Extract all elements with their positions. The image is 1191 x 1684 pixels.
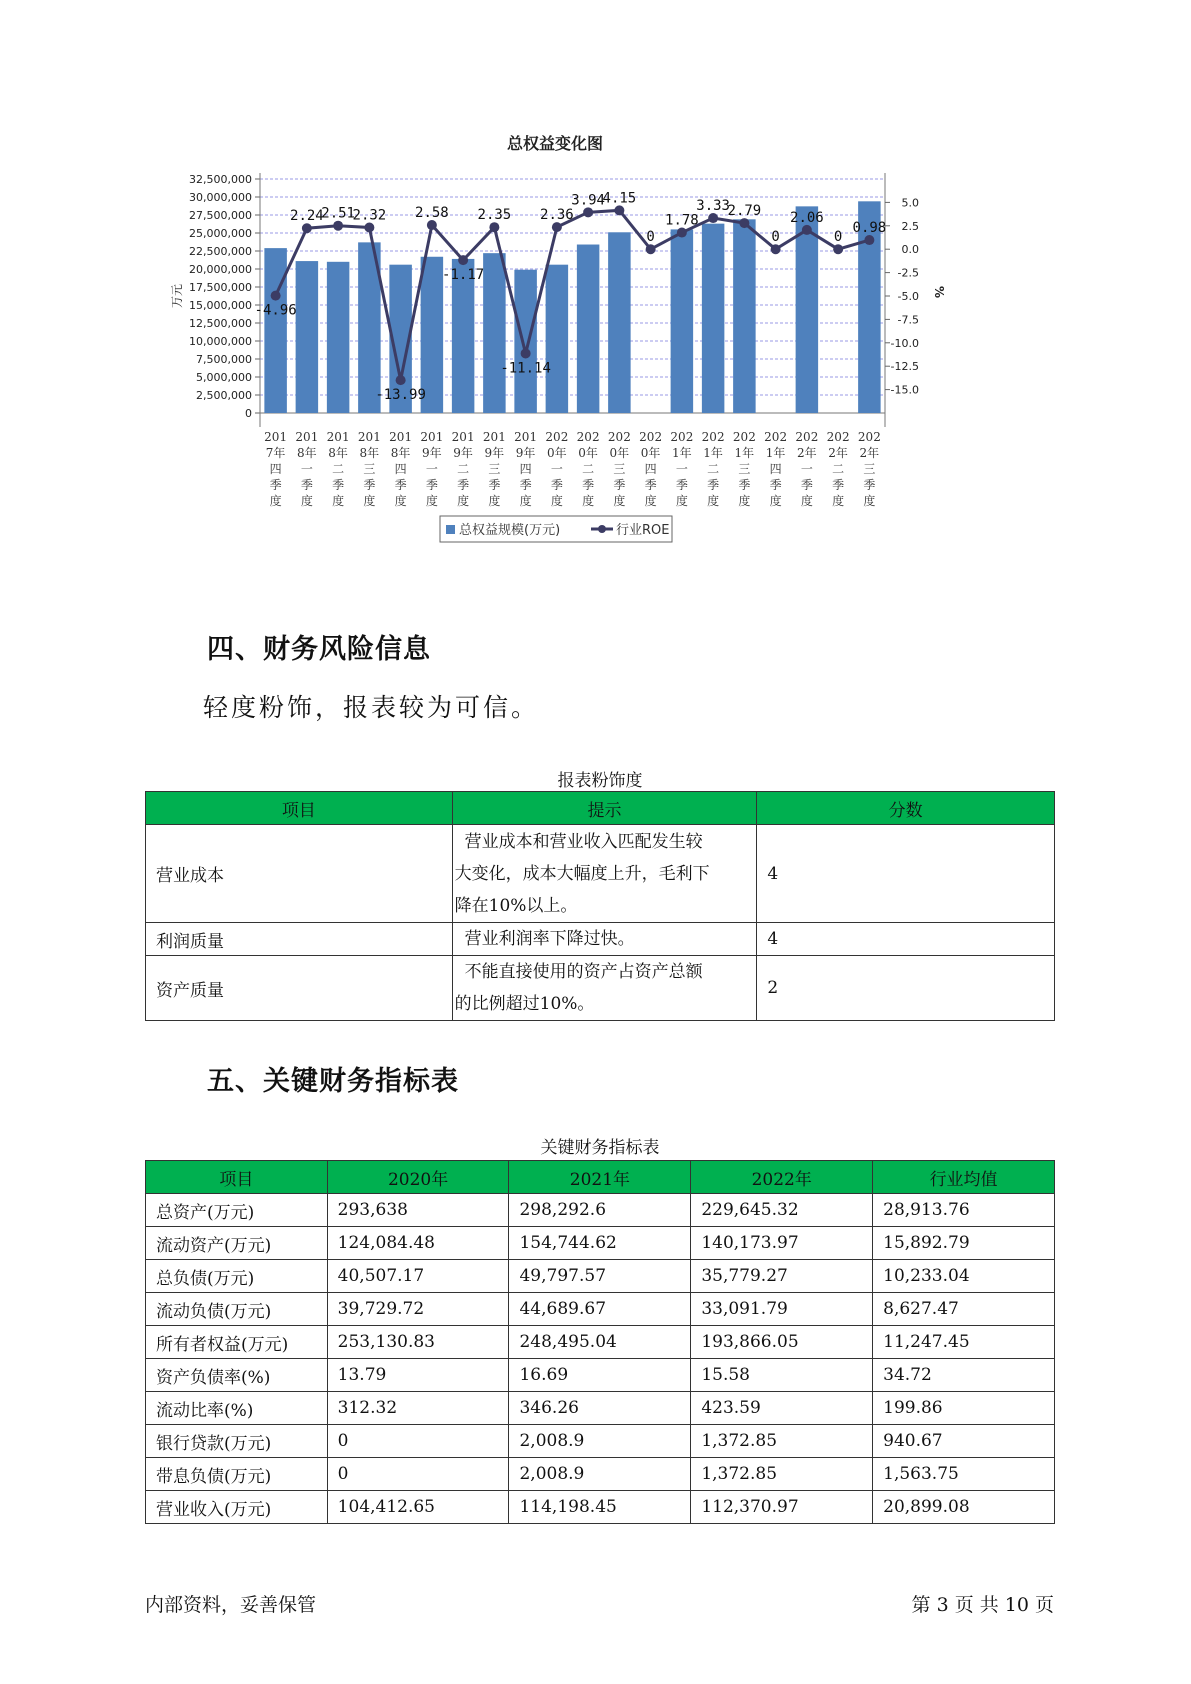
x-category-label: 201: [451, 430, 475, 444]
x-category-label: 季: [582, 478, 595, 492]
x-category-label: 度: [332, 494, 345, 508]
x-category-label: 二: [832, 462, 845, 476]
x-category-label: 2年: [859, 446, 880, 460]
kfi-2020: 124,084.48: [327, 1227, 509, 1260]
roe-point: [552, 222, 562, 232]
kfi-item: 所有者权益(万元): [146, 1326, 328, 1359]
table-row: [146, 923, 1055, 956]
kfi-2022: 15.58: [691, 1359, 873, 1392]
x-category-label: 8年: [328, 446, 348, 460]
roe-point: [583, 207, 593, 217]
table-row: [146, 956, 1055, 1021]
x-category-label: 二: [707, 462, 720, 476]
kfi-industry-avg: 20,899.08: [873, 1491, 1055, 1524]
y-left-tick-label: 17,500,000: [189, 281, 252, 294]
x-category-label: 202: [732, 430, 756, 444]
kfi-2021: 2,008.9: [509, 1425, 691, 1458]
kfi-2020: 293,638: [327, 1194, 509, 1227]
table-row: [146, 1458, 1055, 1491]
kfi-2021: 44,689.67: [509, 1293, 691, 1326]
kfi-item: 总资产(万元): [146, 1194, 328, 1227]
roe-data-label: 0: [833, 229, 843, 246]
kfi-2020: 40,507.17: [327, 1260, 509, 1293]
x-category-label: 季: [332, 478, 345, 492]
kfi-item: 营业收入(万元): [146, 1491, 328, 1524]
kfi-industry-avg: 15,892.79: [873, 1227, 1055, 1260]
roe-point: [396, 375, 406, 385]
kfi-item: 总负债(万元): [146, 1260, 328, 1293]
table-row: [146, 1227, 1055, 1260]
y-left-tick-label: 30,000,000: [189, 191, 252, 204]
table-row: [146, 1491, 1055, 1524]
roe-data-label: 0.98: [852, 220, 887, 237]
equity-bar: [702, 224, 725, 413]
x-category-label: 1年: [672, 446, 692, 460]
legend-label-bar: 总权益规模(万元): [459, 523, 561, 538]
x-category-label: 0年: [609, 446, 630, 460]
y-right-tick-label: -10.0: [890, 336, 919, 350]
x-category-label: 202: [545, 430, 569, 444]
roe-data-label: -4.96: [254, 302, 297, 319]
x-category-label: 季: [269, 478, 282, 492]
y-left-tick-label: 25,000,000: [189, 227, 252, 240]
x-category-label: 季: [457, 478, 470, 492]
y-left-tick-label: 10,000,000: [189, 335, 252, 348]
kfi-industry-avg: 28,913.76: [873, 1194, 1055, 1227]
x-category-label: 202: [764, 430, 788, 444]
x-category-label: 度: [269, 494, 282, 508]
y-left-tick-label: 27,500,000: [189, 209, 252, 222]
legend-label-line: 行业ROE: [616, 523, 670, 538]
x-category-label: 201: [326, 430, 350, 444]
x-category-label: 二: [332, 462, 345, 476]
kfi-industry-avg: 10,233.04: [873, 1260, 1055, 1293]
x-category-label: 度: [675, 494, 688, 508]
y-left-tick-label: 0: [245, 407, 252, 420]
x-category-label: 201: [514, 430, 538, 444]
kfi-industry-avg: 1,563.75: [873, 1458, 1055, 1491]
roe-point: [302, 223, 312, 233]
kfi-2021: 154,744.62: [509, 1227, 691, 1260]
table-row: [146, 1425, 1055, 1458]
y-right-tick-label: 0.0: [901, 243, 919, 257]
risk-header-score: 分数: [757, 792, 1055, 825]
kfi-2022: 140,173.97: [691, 1227, 873, 1260]
x-category-label: 季: [394, 478, 407, 492]
y-right-axis-label: %: [932, 285, 946, 299]
x-category-label: 季: [863, 478, 876, 492]
x-category-label: 季: [832, 478, 845, 492]
y-left-tick-label: 2,500,000: [196, 389, 252, 402]
x-category-label: 四: [394, 462, 407, 476]
x-category-label: 一: [675, 462, 688, 476]
x-category-label: 8年: [359, 446, 380, 460]
risk-hint-line: 营业利润率下降过快。: [464, 929, 635, 949]
x-category-label: 202: [607, 430, 631, 444]
x-category-label: 0年: [640, 446, 661, 460]
kfi-header-industry-avg: 行业均值: [873, 1161, 1055, 1194]
equity-bar: [296, 261, 319, 413]
roe-point: [427, 220, 437, 230]
equity-bar: [483, 253, 506, 413]
risk-hint-line: 营业成本和营业收入匹配发生较: [464, 831, 703, 852]
x-category-label: 度: [300, 494, 313, 508]
x-category-label: 201: [357, 430, 381, 444]
x-category-label: 四: [644, 462, 657, 476]
table-row: [146, 1194, 1055, 1227]
table-row: [146, 1293, 1055, 1326]
x-category-label: 四: [269, 462, 282, 476]
roe-data-label: -13.99: [375, 387, 426, 404]
risk-score: 2: [757, 956, 1055, 1021]
table-row: [146, 1260, 1055, 1293]
equity-bar: [577, 245, 600, 413]
kfi-2020: 312.32: [327, 1392, 509, 1425]
x-category-label: 季: [613, 478, 626, 492]
kfi-item: 银行贷款(万元): [146, 1425, 328, 1458]
x-category-label: 201: [482, 430, 506, 444]
risk-table: [145, 791, 1055, 1021]
roe-data-label: 2.79: [727, 203, 762, 220]
roe-point: [271, 291, 281, 301]
equity-bar: [546, 265, 569, 413]
roe-point: [489, 222, 499, 232]
x-category-label: 季: [519, 478, 532, 492]
roe-data-label: 3.33: [696, 198, 730, 215]
legend-swatch-marker: [598, 525, 606, 533]
kfi-2022: 1,372.85: [691, 1425, 873, 1458]
x-category-label: 季: [707, 478, 720, 492]
kfi-2020: 0: [327, 1458, 509, 1491]
y-left-tick-label: 15,000,000: [189, 299, 252, 312]
risk-hint-line: 大变化，成本大幅度上升，毛利下: [454, 863, 710, 884]
x-category-label: 201: [389, 430, 413, 444]
x-category-label: 2年: [828, 446, 848, 460]
equity-bar: [733, 219, 756, 413]
kfi-2022: 1,372.85: [691, 1458, 873, 1491]
table-row: [146, 1392, 1055, 1425]
x-category-label: 三: [738, 462, 751, 476]
risk-hint: [452, 956, 757, 1021]
roe-point: [364, 222, 374, 232]
roe-data-label: 0: [646, 229, 655, 246]
kfi-section-title: 五、关键财务指标表: [207, 1066, 459, 1097]
kfi-item: 带息负债(万元): [146, 1458, 328, 1491]
kfi-header-item: 项目: [146, 1161, 328, 1194]
risk-header-hint: 提示: [452, 792, 757, 825]
kfi-2022: 193,866.05: [691, 1326, 873, 1359]
kfi-item: 流动比率(%): [146, 1392, 328, 1425]
risk-hint-line: 的比例超过10%。: [454, 994, 595, 1014]
y-right-tick-label: -2.5: [897, 266, 919, 280]
risk-table-caption: 报表粉饰度: [557, 771, 643, 791]
x-category-label: 度: [488, 494, 501, 508]
equity-bar: [514, 270, 537, 413]
y-right-tick-label: -15.0: [890, 383, 919, 397]
roe-point: [614, 205, 624, 215]
kfi-2020: 0: [327, 1425, 509, 1458]
x-category-label: 一: [425, 462, 438, 476]
table-row: [146, 1326, 1055, 1359]
x-category-label: 一: [800, 462, 813, 476]
roe-point: [677, 228, 687, 238]
roe-data-label: 2.35: [477, 207, 512, 224]
x-category-label: 度: [738, 494, 751, 508]
x-category-label: 度: [457, 494, 470, 508]
x-category-label: 202: [670, 430, 694, 444]
equity-bar: [327, 262, 350, 413]
kfi-industry-avg: 34.72: [873, 1359, 1055, 1392]
risk-item: 资产质量: [146, 956, 453, 1021]
x-category-label: 1年: [765, 446, 786, 460]
risk-hint: [452, 825, 757, 923]
x-category-label: 度: [644, 494, 657, 508]
roe-point: [646, 244, 656, 254]
x-category-label: 1年: [734, 446, 755, 460]
kfi-2020: 104,412.65: [327, 1491, 509, 1524]
y-right-tick-label: -5.0: [897, 290, 919, 303]
kfi-industry-avg: 199.86: [873, 1392, 1055, 1425]
x-category-label: 度: [613, 494, 626, 508]
kfi-2021: 2,008.9: [509, 1458, 691, 1491]
roe-point: [708, 213, 718, 223]
x-category-label: 9年: [422, 446, 442, 460]
x-category-label: 0年: [578, 446, 598, 460]
x-category-label: 度: [863, 494, 876, 508]
kfi-table-body: [146, 1194, 1055, 1524]
table-row: [146, 1359, 1055, 1392]
x-category-label: 202: [795, 430, 819, 444]
x-category-label: 度: [363, 494, 376, 508]
kfi-2021: 346.26: [509, 1392, 691, 1425]
x-category-label: 度: [800, 494, 813, 508]
x-category-label: 度: [550, 494, 563, 508]
x-category-label: 三: [613, 462, 626, 476]
roe-data-label: 0: [771, 229, 780, 246]
x-category-label: 季: [644, 478, 657, 492]
kfi-2022: 423.59: [691, 1392, 873, 1425]
roe-point: [739, 218, 749, 228]
footer-page-number: 第 3 页 共 10 页: [911, 1594, 1054, 1616]
y-right-tick-label: -12.5: [890, 360, 919, 374]
table-row: [146, 825, 1055, 923]
risk-hint-line: 不能直接使用的资产占资产总额: [464, 962, 703, 982]
roe-data-label: 2.36: [540, 207, 574, 224]
risk-item: 营业成本: [146, 825, 453, 923]
x-category-label: 1年: [703, 446, 723, 460]
roe-data-label: 2.58: [415, 205, 449, 222]
roe-point: [458, 255, 468, 265]
x-category-label: 202: [857, 430, 881, 444]
x-category-label: 三: [863, 462, 876, 476]
y-left-tick-label: 32,500,000: [189, 173, 252, 186]
risk-score: 4: [757, 923, 1055, 956]
kfi-2022: 112,370.97: [691, 1491, 873, 1524]
kfi-2022: 229,645.32: [691, 1194, 873, 1227]
equity-chart-svg: [170, 132, 1015, 592]
x-category-label: 202: [701, 430, 725, 444]
x-category-label: 201: [295, 430, 319, 444]
roe-data-label: 2.51: [321, 205, 355, 222]
x-category-label: 9年: [453, 446, 473, 460]
roe-data-label: 4.15: [602, 190, 637, 207]
kfi-2021: 248,495.04: [509, 1326, 691, 1359]
x-category-label: 度: [394, 494, 407, 508]
risk-section-title: 四、财务风险信息: [207, 634, 431, 665]
kfi-industry-avg: 8,627.47: [873, 1293, 1055, 1326]
kfi-2020: 39,729.72: [327, 1293, 509, 1326]
x-category-label: 202: [826, 430, 850, 444]
kfi-2021: 114,198.45: [509, 1491, 691, 1524]
x-category-label: 度: [832, 494, 845, 508]
kfi-2021: 298,292.6: [509, 1194, 691, 1227]
roe-data-label: 3.94: [571, 192, 605, 209]
x-category-label: 201: [420, 430, 444, 444]
x-category-label: 一: [550, 462, 563, 476]
x-category-label: 三: [363, 462, 376, 476]
kfi-2020: 13.79: [327, 1359, 509, 1392]
footer-confidential: 内部资料，妥善保管: [145, 1594, 317, 1616]
roe-data-label: -11.14: [500, 360, 551, 377]
x-category-label: 四: [769, 462, 782, 476]
x-category-label: 7年: [265, 446, 286, 460]
roe-data-label: 2.24: [290, 208, 324, 225]
kfi-industry-avg: 11,247.45: [873, 1326, 1055, 1359]
kfi-item: 流动负债(万元): [146, 1293, 328, 1326]
kfi-table-caption: 关键财务指标表: [540, 1138, 660, 1158]
x-category-label: 季: [550, 478, 563, 492]
roe-point: [771, 244, 781, 254]
kfi-2020: 253,130.83: [327, 1326, 509, 1359]
y-right-tick-label: 2.5: [901, 219, 919, 233]
y-left-tick-label: 22,500,000: [189, 245, 252, 258]
y-right-tick-label: 5.0: [901, 196, 919, 210]
x-category-label: 季: [800, 478, 813, 492]
roe-data-label: -1.17: [442, 267, 485, 284]
x-category-label: 9年: [515, 446, 536, 460]
x-category-label: 度: [707, 494, 720, 508]
roe-point: [864, 235, 874, 245]
roe-point: [802, 225, 812, 235]
x-category-label: 季: [300, 478, 313, 492]
roe-data-label: 1.78: [665, 212, 699, 229]
roe-point: [333, 221, 343, 231]
x-category-label: 四: [519, 462, 532, 476]
risk-hint-line: 降在10%以上。: [454, 895, 578, 916]
risk-table-header: [146, 792, 1055, 825]
x-category-label: 度: [519, 494, 532, 508]
equity-bar: [608, 232, 631, 413]
x-category-label: 9年: [484, 446, 505, 460]
risk-header-item: 项目: [146, 792, 453, 825]
kfi-2022: 35,779.27: [691, 1260, 873, 1293]
equity-chart: [170, 132, 1015, 592]
kfi-2021: 16.69: [509, 1359, 691, 1392]
x-category-label: 季: [363, 478, 376, 492]
roe-point: [833, 244, 843, 254]
legend-swatch-bar: [446, 525, 455, 534]
x-category-label: 2年: [797, 446, 817, 460]
roe-data-label: 2.32: [352, 207, 387, 224]
x-category-label: 季: [425, 478, 438, 492]
x-category-label: 季: [738, 478, 751, 492]
x-category-label: 一: [300, 462, 313, 476]
kfi-header-2022: 2022年: [691, 1161, 873, 1194]
x-category-label: 三: [488, 462, 501, 476]
equity-bar: [671, 229, 694, 413]
chart-title: 总权益变化图: [506, 134, 604, 153]
x-category-label: 0年: [547, 446, 567, 460]
x-category-label: 二: [582, 462, 595, 476]
roe-point: [521, 348, 531, 358]
risk-item: 利润质量: [146, 923, 453, 956]
y-left-tick-label: 20,000,000: [189, 263, 252, 276]
kfi-header-2021: 2021年: [509, 1161, 691, 1194]
x-category-label: 8年: [297, 446, 317, 460]
roe-data-label: 2.06: [790, 209, 824, 226]
kfi-2022: 33,091.79: [691, 1293, 873, 1326]
risk-score: 4: [757, 825, 1055, 923]
kfi-table: [145, 1160, 1055, 1524]
kfi-2021: 49,797.57: [509, 1260, 691, 1293]
x-category-label: 度: [769, 494, 782, 508]
y-right-tick-label: -7.5: [897, 313, 919, 327]
kfi-item: 资产负债率(%): [146, 1359, 328, 1392]
x-category-label: 度: [425, 494, 438, 508]
kfi-industry-avg: 940.67: [873, 1425, 1055, 1458]
y-left-tick-label: 5,000,000: [196, 371, 252, 384]
x-category-label: 201: [264, 430, 288, 444]
x-category-label: 度: [582, 494, 595, 508]
x-category-label: 二: [457, 462, 470, 476]
x-category-label: 202: [576, 430, 600, 444]
x-category-label: 8年: [390, 446, 411, 460]
risk-hint: [452, 923, 757, 956]
x-category-label: 季: [488, 478, 501, 492]
y-left-tick-label: 7,500,000: [196, 353, 252, 366]
x-category-label: 202: [639, 430, 663, 444]
y-left-axis-label: 万元: [170, 283, 184, 309]
risk-summary: 轻度粉饰，报表较为可信。: [203, 693, 540, 722]
equity-bar: [796, 206, 819, 413]
equity-bar: [264, 248, 287, 413]
x-category-label: 季: [675, 478, 688, 492]
y-left-tick-label: 12,500,000: [189, 317, 252, 330]
kfi-table-header: [146, 1161, 1055, 1194]
kfi-header-2020: 2020年: [327, 1161, 509, 1194]
x-category-label: 季: [769, 478, 782, 492]
kfi-item: 流动资产(万元): [146, 1227, 328, 1260]
